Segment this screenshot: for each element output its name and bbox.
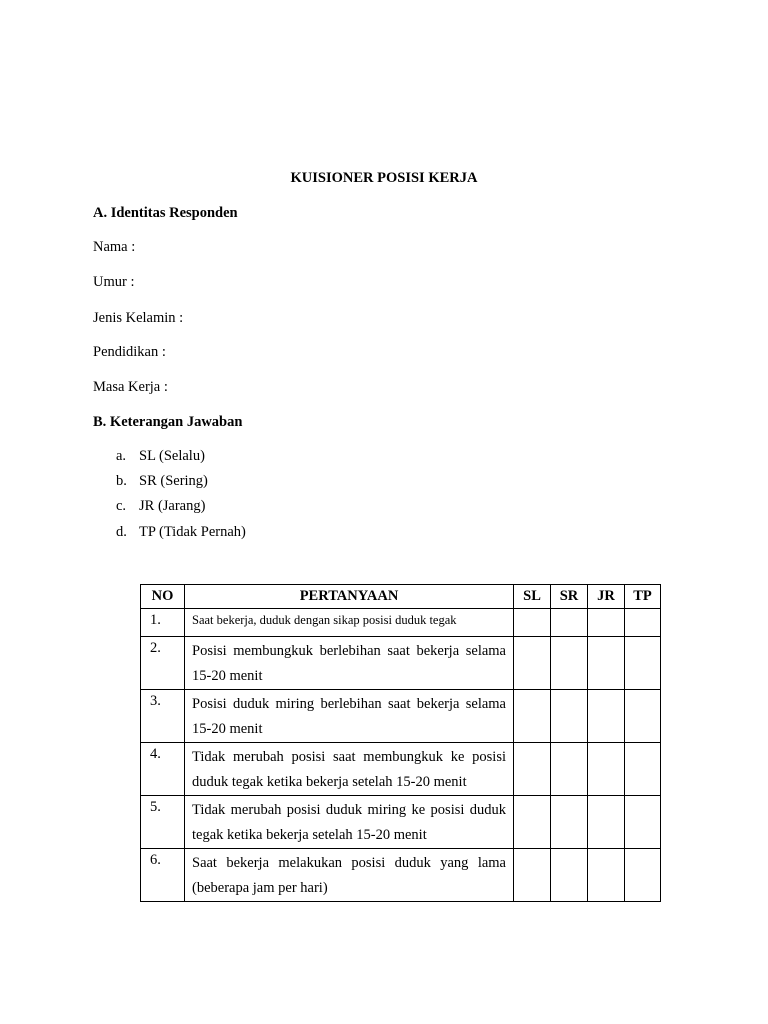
row-number: 3. (141, 690, 185, 743)
header-sl: SL (514, 585, 551, 609)
legend-item-sr (116, 473, 208, 490)
row-question: Posisi duduk miring berlebihan saat bekerja selama 15-20 menit (185, 690, 514, 743)
table-header-row (141, 585, 661, 609)
header-pertanyaan: PERTANYAAN (185, 585, 514, 609)
legend-text: SL (Selalu) (139, 448, 205, 464)
row-number: 4. (141, 743, 185, 796)
row-number: 1. (141, 609, 185, 637)
answer-cell-jr[interactable] (588, 743, 625, 796)
answer-cell-tp[interactable] (625, 796, 661, 849)
legend-letter: c. (116, 498, 127, 514)
answer-cell-sr[interactable] (551, 690, 588, 743)
answer-cell-sr[interactable] (551, 637, 588, 690)
table-row (141, 609, 661, 637)
document-title: KUISIONER POSISI KERJA (290, 170, 478, 186)
answer-cell-sr[interactable] (551, 609, 588, 637)
answer-cell-jr[interactable] (588, 690, 625, 743)
answer-cell-sl[interactable] (514, 849, 551, 902)
legend-letter: a. (116, 448, 127, 464)
header-tp: TP (625, 585, 661, 609)
answer-cell-jr[interactable] (588, 849, 625, 902)
header-sr: SR (551, 585, 588, 609)
answer-cell-jr[interactable] (588, 609, 625, 637)
header-no: NO (141, 585, 185, 609)
answer-cell-sl[interactable] (514, 609, 551, 637)
section-a-heading: A. Identitas Responden (93, 205, 238, 221)
header-jr: JR (588, 585, 625, 609)
row-number: 6. (141, 849, 185, 902)
answer-cell-tp[interactable] (625, 637, 661, 690)
answer-cell-tp[interactable] (625, 609, 661, 637)
answer-cell-tp[interactable] (625, 743, 661, 796)
legend-letter: b. (116, 473, 127, 489)
table-row (141, 796, 661, 849)
legend-item-sl (116, 448, 205, 465)
legend-letter: d. (116, 524, 127, 540)
table-row (141, 849, 661, 902)
legend-item-jr (116, 498, 205, 515)
answer-cell-sr[interactable] (551, 849, 588, 902)
answer-cell-sl[interactable] (514, 637, 551, 690)
row-question: Tidak merubah posisi saat membungkuk ke posisi duduk tegak ketika bekerja setelah 15-20 menit (185, 743, 514, 796)
field-nama: Nama : (93, 239, 136, 255)
answer-cell-tp[interactable] (625, 849, 661, 902)
legend-text: JR (Jarang) (139, 498, 206, 514)
row-question: Saat bekerja melakukan posisi duduk yang lama (beberapa jam per hari) (185, 849, 514, 902)
answer-cell-jr[interactable] (588, 637, 625, 690)
table-row (141, 743, 661, 796)
field-jenis-kelamin: Jenis Kelamin : (93, 310, 184, 326)
field-masa-kerja: Masa Kerja : (93, 379, 168, 395)
questionnaire-table (140, 584, 661, 902)
legend-text: SR (Sering) (139, 473, 208, 489)
answer-cell-jr[interactable] (588, 796, 625, 849)
row-number: 5. (141, 796, 185, 849)
field-pendidikan: Pendidikan : (93, 344, 166, 360)
answer-cell-sr[interactable] (551, 796, 588, 849)
answer-cell-sl[interactable] (514, 796, 551, 849)
row-question: Tidak merubah posisi duduk miring ke posisi duduk tegak ketika bekerja setelah 15-20 menit (185, 796, 514, 849)
legend-text: TP (Tidak Pernah) (139, 524, 246, 540)
row-question: Saat bekerja, duduk dengan sikap posisi duduk tegak (185, 609, 514, 637)
row-question: Posisi membungkuk berlebihan saat bekerja selama 15-20 menit (185, 637, 514, 690)
answer-cell-sr[interactable] (551, 743, 588, 796)
legend-item-tp (116, 524, 246, 541)
answer-cell-sl[interactable] (514, 743, 551, 796)
table-row (141, 690, 661, 743)
field-umur: Umur : (93, 274, 135, 290)
table-row (141, 637, 661, 690)
section-b-heading: B. Keterangan Jawaban (93, 414, 243, 430)
answer-cell-tp[interactable] (625, 690, 661, 743)
answer-cell-sl[interactable] (514, 690, 551, 743)
row-number: 2. (141, 637, 185, 690)
